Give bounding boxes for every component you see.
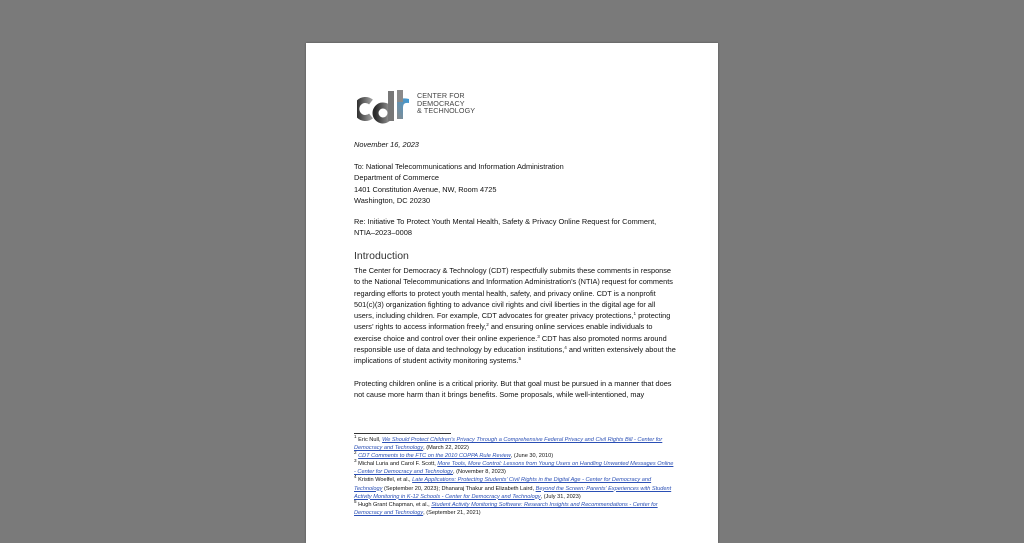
section-heading-introduction: Introduction	[354, 250, 409, 262]
footnote-separator	[354, 433, 451, 434]
footnote-text: (September 20, 2023); Dhanaraj Thakur and Elizabeth Laird,	[382, 485, 536, 492]
footnote-ref[interactable]: 4	[564, 345, 567, 351]
footnote-number: 5	[354, 498, 357, 504]
footnote-3	[354, 460, 676, 476]
footnote-number: 2	[354, 450, 357, 456]
footnote-number: 3	[354, 458, 357, 464]
footnote-text: , (March 22, 2022)	[423, 445, 469, 452]
footnote-1	[354, 436, 676, 452]
footnote-ref[interactable]: 2	[486, 322, 489, 328]
footnote-text: , (June 30, 2010)	[510, 453, 554, 460]
footnote-link[interactable]: Beyond the Screen: Parents’ Experiences with Student Activity Monitoring in K-12 Schools - Center for Democracy and Technology	[354, 485, 672, 500]
text-span: and written extensively about the implications of student activity monitoring systems.	[354, 345, 676, 366]
footnote-link[interactable]: We Should Protect Children’s Privacy Through a Comprehensive Federal Privacy and Civil Rights Bill - Center for Democracy and Technology	[354, 437, 663, 452]
cdt-logo-mark-icon	[357, 87, 415, 125]
recipient-address	[354, 161, 564, 206]
logo-line-1: CENTER FOR	[417, 91, 465, 100]
footnote-ref[interactable]: 1	[633, 311, 637, 317]
address-line: Washington, DC 20230	[354, 195, 431, 205]
footnote-text: , (November 8, 2023)	[452, 469, 506, 476]
footnote-text: Hugh Grant Chapman, et al.,	[356, 501, 432, 508]
subject-line	[354, 216, 674, 239]
footnote-5	[354, 498, 676, 517]
text-span: CDT has also promoted norms around responsible use of data and technology by education institutions,	[354, 333, 667, 355]
letter-date: November 16, 2023	[354, 140, 419, 149]
footnote-text: Michal Luria and Carol F. Scott,	[356, 461, 438, 468]
footnote-text: , (September 21, 2021)	[423, 509, 481, 516]
text-span: The Center for Democracy & Technology (CDT) respectfully submits these comments in response to the National Telecommunications and Information Administration’s (NTIA) request for comments regarding efforts to protect youth mental health, safety, and privacy online. CDT is a nonprofit 501(c)(3) organization fighting to advance civil rights and civil liberties in the digital age for all users, including children. For example, CDT advocates for greater privacy protections,	[354, 266, 673, 321]
text-span: and ensuring online services enable individuals to exercise choice and control over their online experience.	[354, 322, 653, 343]
second-paragraph: Protecting children online is a critical priority. But that goal must be pursued in a manner that does not cause more harm than it brings benefits. Some proposals, while well-intentioned, may	[354, 379, 672, 400]
footnote-number: 1	[354, 434, 357, 439]
footnote-2	[354, 452, 676, 460]
footnote-ref[interactable]: 5	[518, 356, 522, 362]
footnote-ref[interactable]: 3	[537, 333, 540, 339]
address-line: 1401 Constitution Avenue, NW, Room 4725	[354, 184, 497, 194]
address-line: Department of Commerce	[354, 173, 440, 183]
footnote-link[interactable]: CDT Comments to the FTC on the 2010 COPPA Rule Review	[358, 453, 511, 460]
document-page	[306, 43, 718, 543]
footnote-text: Kristin Woelfel, et al.,	[356, 477, 413, 484]
text-span: protecting users’ rights to access information freely,	[354, 311, 671, 332]
footnote-text: , (July 31, 2023)	[540, 493, 581, 500]
logo-line-3: & TECHNOLOGY	[417, 106, 476, 116]
cdt-logo	[357, 87, 487, 127]
footnote-link[interactable]: Late Applications: Protecting Students’ Civil Rights in the Digital Age - Center for Democracy and Technology	[354, 477, 652, 492]
footnote-link[interactable]: Student Activity Monitoring Software: Research Insights and Recommendations - Center for Democracy and Technology	[354, 501, 658, 516]
footnote-text: Eric Null,	[356, 437, 383, 443]
footnote-4	[354, 476, 676, 500]
intro-paragraph	[354, 265, 676, 367]
footnotes	[354, 436, 676, 517]
footnote-link[interactable]: More Tools, More Control: Lessons from Young Users on Handling Unwanted Messages Online - Center for Democracy and Technology	[354, 461, 674, 476]
subject-line-1: Re: Initiative To Protect Youth Mental Health, Safety & Privacy Online Request for Comment,	[354, 217, 657, 226]
subject-line-2: NTIA–2023–0008	[354, 228, 412, 238]
footnote-number: 4	[354, 474, 357, 480]
logo-text	[417, 92, 475, 115]
address-line: To: National Telecommunications and Information Administration	[354, 162, 564, 171]
logo-line-2: DEMOCRACY	[417, 98, 465, 108]
